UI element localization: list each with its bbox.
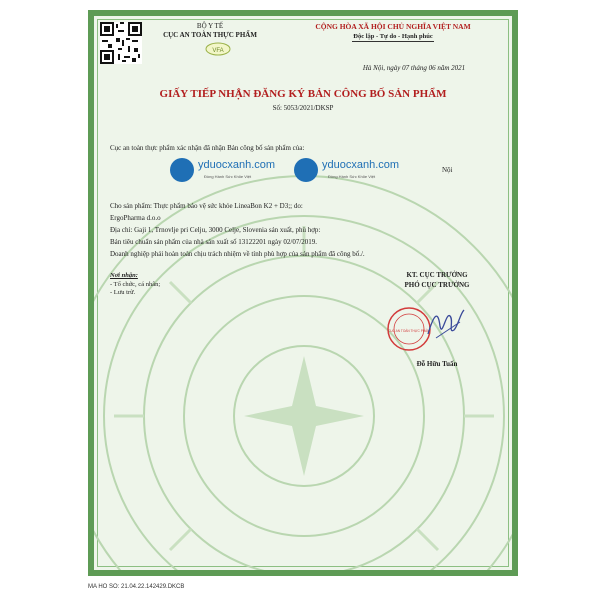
issue-date: Hà Nội, ngày 07 tháng 06 năm 2021 bbox=[362, 64, 466, 72]
recipient-item: - Lưu trữ. bbox=[110, 289, 136, 296]
address-line: Địa chỉ: Gaji 1, Trnovlje pri Celju, 3000 Celje, Slovenia sản xuất, phù hợp: bbox=[110, 226, 321, 234]
logo-subtext: Đồng Hành Sức Khỏe Việt bbox=[204, 174, 252, 179]
emblem-text: VFA bbox=[212, 48, 224, 54]
certificate-body bbox=[110, 200, 500, 260]
recipients-heading: Nơi nhận: bbox=[110, 272, 138, 279]
signatory-line-1: KT. CỤC TRƯỞNG bbox=[406, 271, 468, 279]
logo-subtext: Đồng Hành Sức Khỏe Việt bbox=[328, 174, 376, 179]
file-code: MA HO SO: 21.04.22.142429.DKCB bbox=[88, 584, 185, 590]
document-number: Số: 5053/2021/DKSP bbox=[272, 104, 334, 112]
logo-text: yduocxanh.com bbox=[322, 159, 400, 171]
intro-text: Cục an toàn thực phẩm xác nhận đã nhận Bản công bố sản phẩm của: bbox=[110, 144, 305, 152]
logo-icon bbox=[294, 158, 318, 182]
department-name: CỤC AN TOÀN THỰC PHẨM bbox=[163, 31, 257, 39]
header-right bbox=[278, 22, 508, 42]
company-line: ErgoPharma d.o.o bbox=[110, 214, 161, 222]
national-motto: Độc lập - Tự do - Hạnh phúc bbox=[353, 33, 433, 40]
logo-text: yduocxanh.com bbox=[198, 159, 276, 171]
logo-icon bbox=[170, 158, 194, 182]
vfa-emblem bbox=[205, 42, 231, 56]
signer-name: Đỗ Hữu Tuấn bbox=[416, 360, 458, 368]
product-line: Cho sản phẩm: Thực phẩm bảo vệ sức khỏe LineaBon K2 + D3;; do: bbox=[110, 202, 303, 210]
noi-text: Nội bbox=[442, 166, 453, 174]
handwritten-signature bbox=[424, 304, 468, 344]
country-name: CỘNG HÒA XÃ HỘI CHỦ NGHĨA VIỆT NAM bbox=[315, 22, 471, 31]
recipient-item: - Tổ chức, cá nhân; bbox=[110, 280, 161, 288]
recipients bbox=[110, 272, 230, 298]
signatory-line-2: PHÓ CỤC TRƯỞNG bbox=[404, 281, 470, 289]
responsibility-line: Doanh nghiệp phải hoàn toàn chịu trách nhiệm về tính phù hợp của sản phẩm đã công bố./. bbox=[110, 250, 365, 258]
certificate bbox=[88, 10, 518, 576]
document-title: GIẤY TIẾP NHẬN ĐĂNG KÝ BẢN CÔNG BỐ SẢN PHẨM bbox=[159, 88, 447, 100]
motto-underline bbox=[352, 41, 434, 42]
seal-text: CỤC AN TOÀN THỰC PHẨM bbox=[388, 329, 430, 333]
signatory-title bbox=[372, 270, 502, 290]
qr-code bbox=[100, 22, 142, 64]
standard-line: Bản tiêu chuẩn sản phẩm của nhà sản xuất số 13122201 ngày 02/07/2019. bbox=[110, 238, 318, 246]
yduocxanh-logo bbox=[292, 156, 406, 184]
header-left bbox=[154, 22, 266, 40]
yduocxanh-logo bbox=[168, 156, 282, 184]
ministry-name: BỘ Y TẾ bbox=[196, 22, 224, 30]
